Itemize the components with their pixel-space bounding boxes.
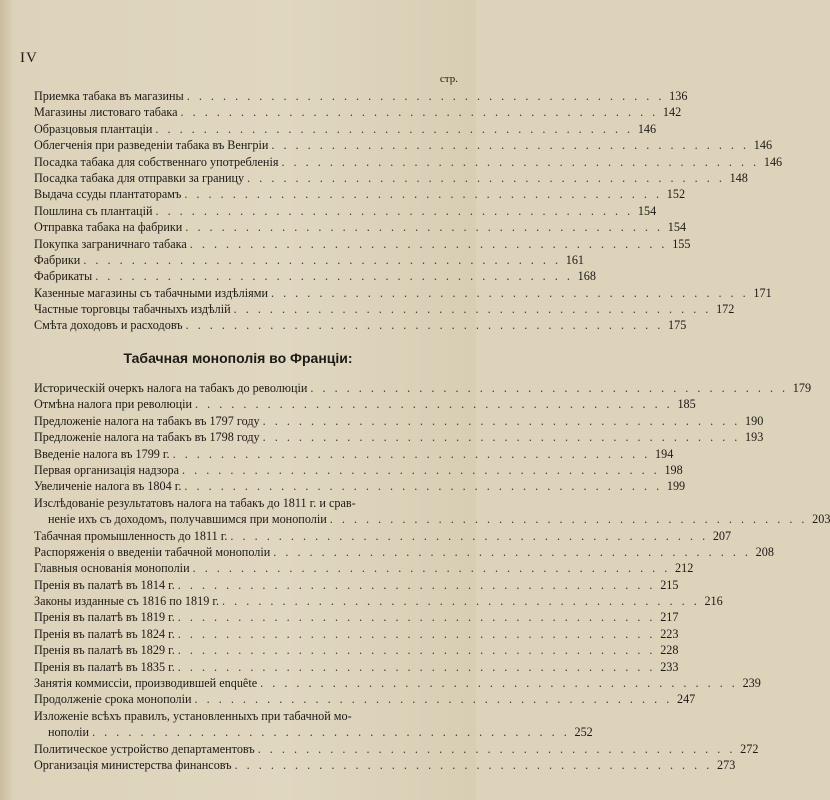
toc-entry-page: 207	[712, 528, 732, 543]
toc-entry	[34, 544, 774, 560]
toc-entry	[34, 396, 696, 412]
dot-leader: . . . . . . . . . . . . . . . . . . . . . . . . . . . . . . . . . . . . . . . .	[195, 397, 673, 412]
toc-entry-title: Пренія въ палатѣ въ 1819 г.	[34, 610, 175, 625]
toc-entry-page: 142	[662, 105, 682, 120]
dot-leader: . . . . . . . . . . . . . . . . . . . . . . . . . . . . . . . . . . . . . . . .	[177, 626, 656, 641]
toc-entry-title: Облегченія при разведеніи табака въ Венгріи	[34, 138, 269, 153]
toc-entry-title: Пренія въ палатѣ въ 1835 г.	[34, 659, 175, 674]
toc-entry-page: 217	[660, 610, 679, 625]
toc-entry	[34, 137, 773, 153]
toc-entry	[34, 691, 696, 707]
toc-entry-page: 154	[637, 203, 657, 218]
toc-entry	[34, 236, 691, 252]
dot-leader: . . . . . . . . . . . . . . . . . . . . . . . . . . . . . . . . . . . . . . . .	[281, 154, 760, 169]
toc-entry-title: Казенные магазины съ табачными издѣліями	[34, 285, 268, 300]
toc-entry-title: Первая организація надзора	[34, 462, 180, 477]
dot-leader: . . . . . . . . . . . . . . . . . . . . . . . . . . . . . . . . . . . . . . . .	[155, 121, 634, 136]
toc-entry	[34, 186, 686, 202]
toc-entry-page: 179	[792, 380, 812, 395]
dot-leader: . . . . . . . . . . . . . . . . . . . . . . . . . . . . . . . . . . . . . . . .	[310, 380, 789, 395]
toc-entry	[34, 577, 679, 593]
toc-entry	[34, 446, 674, 462]
toc-entry-title: Политическое устройство департаментовъ	[34, 741, 255, 756]
dot-leader: . . . . . . . . . . . . . . . . . . . . . . . . . . . . . . . . . . . . . . . .	[273, 544, 751, 559]
toc-entry	[34, 741, 759, 757]
toc-entry-page: 146	[753, 138, 773, 153]
toc-entry-title: Предложеніе налога на табакъ въ 1797 году	[34, 413, 260, 428]
dot-leader: . . . . . . . . . . . . . . . . . . . . . . . . . . . . . . . . . . . . . . . .	[262, 430, 741, 445]
toc-entry-title: Приемка табака въ магазины	[34, 88, 184, 103]
dot-leader: . . . . . . . . . . . . . . . . . . . . . . . . . . . . . . . . . . . . . . . .	[234, 757, 713, 772]
toc-entry-title: Образцовыя плантаціи	[34, 121, 153, 136]
dot-leader: . . . . . . . . . . . . . . . . . . . . . . . . . . . . . . . . . . . . . . . .	[222, 594, 700, 609]
toc-entry	[34, 413, 764, 429]
dot-leader: . . . . . . . . . . . . . . . . . . . . . . . . . . . . . . . . . . . . . . . .	[329, 512, 808, 527]
toc-entry	[34, 757, 736, 773]
toc-entry-title: Предложеніе налога на табакъ въ 1798 году	[34, 430, 260, 445]
toc-entry-title: Частные торговцы табачныхъ издѣлій	[34, 302, 231, 317]
toc-entry	[34, 380, 812, 396]
toc-section-france	[34, 380, 830, 773]
toc-entry-page: 272	[740, 741, 759, 756]
toc-entry-title: Главныя основанія монополіи	[34, 561, 190, 576]
dot-leader: . . . . . . . . . . . . . . . . . . . . . . . . . . . . . . . . . . . . . . . .	[260, 676, 738, 691]
toc-entry-page: 216	[704, 594, 723, 609]
toc-entry-page: 148	[729, 170, 748, 185]
toc-section-austria	[34, 88, 783, 334]
toc-entry-title: Изслѣдованіе результатовъ налога на табакъ до 1811 г. и срав-	[34, 495, 356, 510]
toc-entry-page: 146	[637, 121, 657, 136]
toc-entry	[34, 252, 585, 268]
toc-entry-title: Фабрикаты	[34, 269, 93, 284]
toc-entry-page: 161	[565, 252, 585, 267]
toc-entry	[34, 88, 688, 104]
toc-entry-title: Магазины листоваго табака	[34, 105, 178, 120]
toc-entry-page: 203	[812, 512, 830, 527]
dot-leader: . . . . . . . . . . . . . . . . . . . . . . . . . . . . . . . . . . . . . . . .	[184, 187, 663, 202]
toc-entry-title: Отмѣна налога при революціи	[34, 397, 193, 412]
toc-entry-page: 199	[666, 479, 686, 494]
toc-entry-title: Отправка табака на фабрики	[34, 220, 183, 235]
dot-leader: . . . . . . . . . . . . . . . . . . . . . . . . . . . . . . . . . . . . . . . .	[155, 203, 634, 218]
dot-leader: . . . . . . . . . . . . . . . . . . . . . . . . . . . . . . . . . . . . . . . .	[180, 105, 659, 120]
toc-entry	[34, 285, 772, 301]
toc-entry-title: Смѣта доходовъ и расходовъ	[34, 318, 183, 333]
toc-entry	[34, 268, 596, 284]
dot-leader: . . . . . . . . . . . . . . . . . . . . . . . . . . . . . . . . . . . . . . . .	[262, 413, 741, 428]
dot-leader: . . . . . . . . . . . . . . . . . . . . . . . . . . . . . . . . . . . . . . . .	[270, 285, 749, 300]
dot-leader: . . . . . . . . . . . . . . . . . . . . . . . . . . . . . . . . . . . . . . . .	[177, 577, 656, 592]
toc-entry	[34, 301, 735, 317]
toc-entry-page: 247	[676, 692, 696, 707]
dot-leader: . . . . . . . . . . . . . . . . . . . . . . . . . . . . . . . . . . . . . . . .	[184, 479, 663, 494]
dot-leader: . . . . . . . . . . . . . . . . . . . . . . . . . . . . . . . . . . . . . . . .	[185, 220, 664, 235]
toc-entry	[34, 170, 748, 186]
section-heading: Табачная монополія во Франціи:	[123, 350, 353, 366]
toc-entry	[34, 708, 458, 724]
toc-entry-title: Пренія въ палатѣ въ 1829 г.	[34, 643, 175, 658]
toc-entry-title: Изложеніе всѣхъ правилъ, установленныхъ при табачной мо-	[34, 708, 352, 723]
dot-leader: . . . . . . . . . . . . . . . . . . . . . . . . . . . . . . . . . . . . . . . .	[247, 170, 725, 185]
toc-entry-page: 198	[664, 462, 683, 477]
toc-entry-title: Выдача ссуды плантаторамъ	[34, 187, 182, 202]
toc-entry-page: 171	[753, 285, 772, 300]
toc-entry-title: Пошлина съ плантацій	[34, 203, 153, 218]
toc-entry	[34, 462, 683, 478]
toc-entry-title: Посадка табака для собственнаго употребленія	[34, 154, 279, 169]
toc-entry-title: Пренія въ палатѣ въ 1814 г.	[34, 577, 175, 592]
toc-entry-page: 152	[666, 187, 686, 202]
dot-leader: . . . . . . . . . . . . . . . . . . . . . . . . . . . . . . . . . . . . . . . .	[194, 692, 673, 707]
dot-leader: . . . . . . . . . . . . . . . . . . . . . . . . . . . . . . . . . . . . . . . .	[177, 610, 656, 625]
toc-entry-title: Историческій очеркъ налога на табакъ до революціи	[34, 380, 308, 395]
toc-entry-title: Занятія коммиссіи, производившей enquête	[34, 676, 258, 691]
toc-entry-title: Организація министерства финансовъ	[34, 757, 232, 772]
toc-entry	[34, 593, 723, 609]
toc-entry-page: 155	[672, 236, 691, 251]
toc-entry-title: Продолженіе срока монополіи	[34, 692, 192, 707]
dot-leader: . . . . . . . . . . . . . . . . . . . . . . . . . . . . . . . . . . . . . . . .	[177, 643, 656, 658]
toc-entry	[34, 609, 679, 625]
toc-entry-page: 233	[660, 659, 679, 674]
dot-leader: . . . . . . . . . . . . . . . . . . . . . . . . . . . . . . . . . . . . . . . .	[95, 269, 573, 284]
toc-entry	[34, 121, 657, 137]
toc-entry-page: 212	[675, 561, 694, 576]
toc-entry-title: Покупка заграничнаго табака	[34, 236, 187, 251]
toc-entry	[34, 317, 687, 333]
toc-entry-page: 172	[716, 302, 735, 317]
toc-entry-title: Распоряженія о введеніи табачной монополіи	[34, 544, 271, 559]
toc-entry-page: 228	[660, 643, 679, 658]
toc-entry-page: 208	[755, 544, 774, 559]
toc-entry-title: Табачная промышленность до 1811 г.	[34, 528, 228, 543]
toc-entry-page: 194	[655, 446, 674, 461]
page-column-label: стр.	[439, 73, 458, 85]
page-number: IV	[20, 50, 38, 66]
toc-entry	[34, 478, 686, 494]
dot-leader: . . . . . . . . . . . . . . . . . . . . . . . . . . . . . . . . . . . . . . . .	[233, 302, 712, 317]
toc-entry-title: Посадка табака для отправки за границу	[34, 170, 245, 185]
toc-entry	[34, 659, 679, 675]
dot-leader: . . . . . . . . . . . . . . . . . . . . . . . . . . . . . . . . . . . . . . . .	[92, 725, 570, 740]
toc-entry	[34, 642, 679, 658]
toc-entry-page: 239	[742, 676, 761, 691]
toc-entry-page: 223	[660, 626, 679, 641]
dot-leader: . . . . . . . . . . . . . . . . . . . . . . . . . . . . . . . . . . . . . . . .	[177, 659, 656, 674]
toc-entry	[34, 626, 679, 642]
toc-entry	[34, 511, 830, 527]
toc-entry	[34, 203, 657, 219]
dot-leader: . . . . . . . . . . . . . . . . . . . . . . . . . . . . . . . . . . . . . . . .	[83, 252, 562, 267]
toc-entry	[34, 675, 761, 691]
toc-entry	[34, 219, 687, 235]
dot-leader: . . . . . . . . . . . . . . . . . . . . . . . . . . . . . . . . . . . . . . . .	[192, 561, 671, 576]
toc-entry	[34, 104, 682, 120]
toc-entry-page: 146	[763, 154, 783, 169]
toc-entry-title: Фабрики	[34, 252, 81, 267]
toc-entry-page: 136	[669, 88, 688, 103]
toc-entry	[34, 528, 732, 544]
toc-entry-title: неніе ихъ съ доходомъ, получавшимся при монополіи	[48, 512, 327, 527]
dot-leader: . . . . . . . . . . . . . . . . . . . . . . . . . . . . . . . . . . . . . . . .	[186, 88, 665, 103]
toc-entry-page: 154	[667, 220, 687, 235]
dot-leader: . . . . . . . . . . . . . . . . . . . . . . . . . . . . . . . . . . . . . . . .	[185, 318, 664, 333]
toc-entry-page: 215	[660, 577, 679, 592]
dot-leader: . . . . . . . . . . . . . . . . . . . . . . . . . . . . . . . . . . . . . . . .	[189, 236, 668, 251]
dot-leader: . . . . . . . . . . . . . . . . . . . . . . . . . . . . . . . . . . . . . . . .	[182, 462, 660, 477]
toc-entry-title: Введеніе налога въ 1799 г.	[34, 446, 170, 461]
toc-entry-page: 185	[677, 397, 696, 412]
dot-leader: . . . . . . . . . . . . . . . . . . . . . . . . . . . . . . . . . . . . . . . .	[257, 741, 736, 756]
toc-entry-title: нополіи	[48, 725, 90, 740]
toc-entry	[34, 154, 783, 170]
toc-entry	[34, 724, 593, 740]
toc-entry	[34, 560, 694, 576]
toc-entry-title: Увеличеніе налога въ 1804 г.	[34, 479, 182, 494]
toc-entry-page: 273	[717, 757, 736, 772]
toc-entry-page: 175	[668, 318, 687, 333]
toc-entry-title: Законы изданные съ 1816 по 1819 г.	[34, 594, 220, 609]
toc-entry-page: 168	[577, 269, 596, 284]
toc-entry-page: 252	[574, 725, 593, 740]
toc-entry	[34, 429, 764, 445]
toc-entry-page: 193	[745, 430, 764, 445]
toc-entry-page: 190	[745, 413, 764, 428]
dot-leader: . . . . . . . . . . . . . . . . . . . . . . . . . . . . . . . . . . . . . . . .	[271, 138, 750, 153]
dot-leader: . . . . . . . . . . . . . . . . . . . . . . . . . . . . . . . . . . . . . . . .	[230, 528, 709, 543]
toc-entry-title: Пренія въ палатѣ въ 1824 г.	[34, 626, 175, 641]
dot-leader: . . . . . . . . . . . . . . . . . . . . . . . . . . . . . . . . . . . . . . . .	[172, 446, 651, 461]
toc-entry	[34, 495, 458, 511]
